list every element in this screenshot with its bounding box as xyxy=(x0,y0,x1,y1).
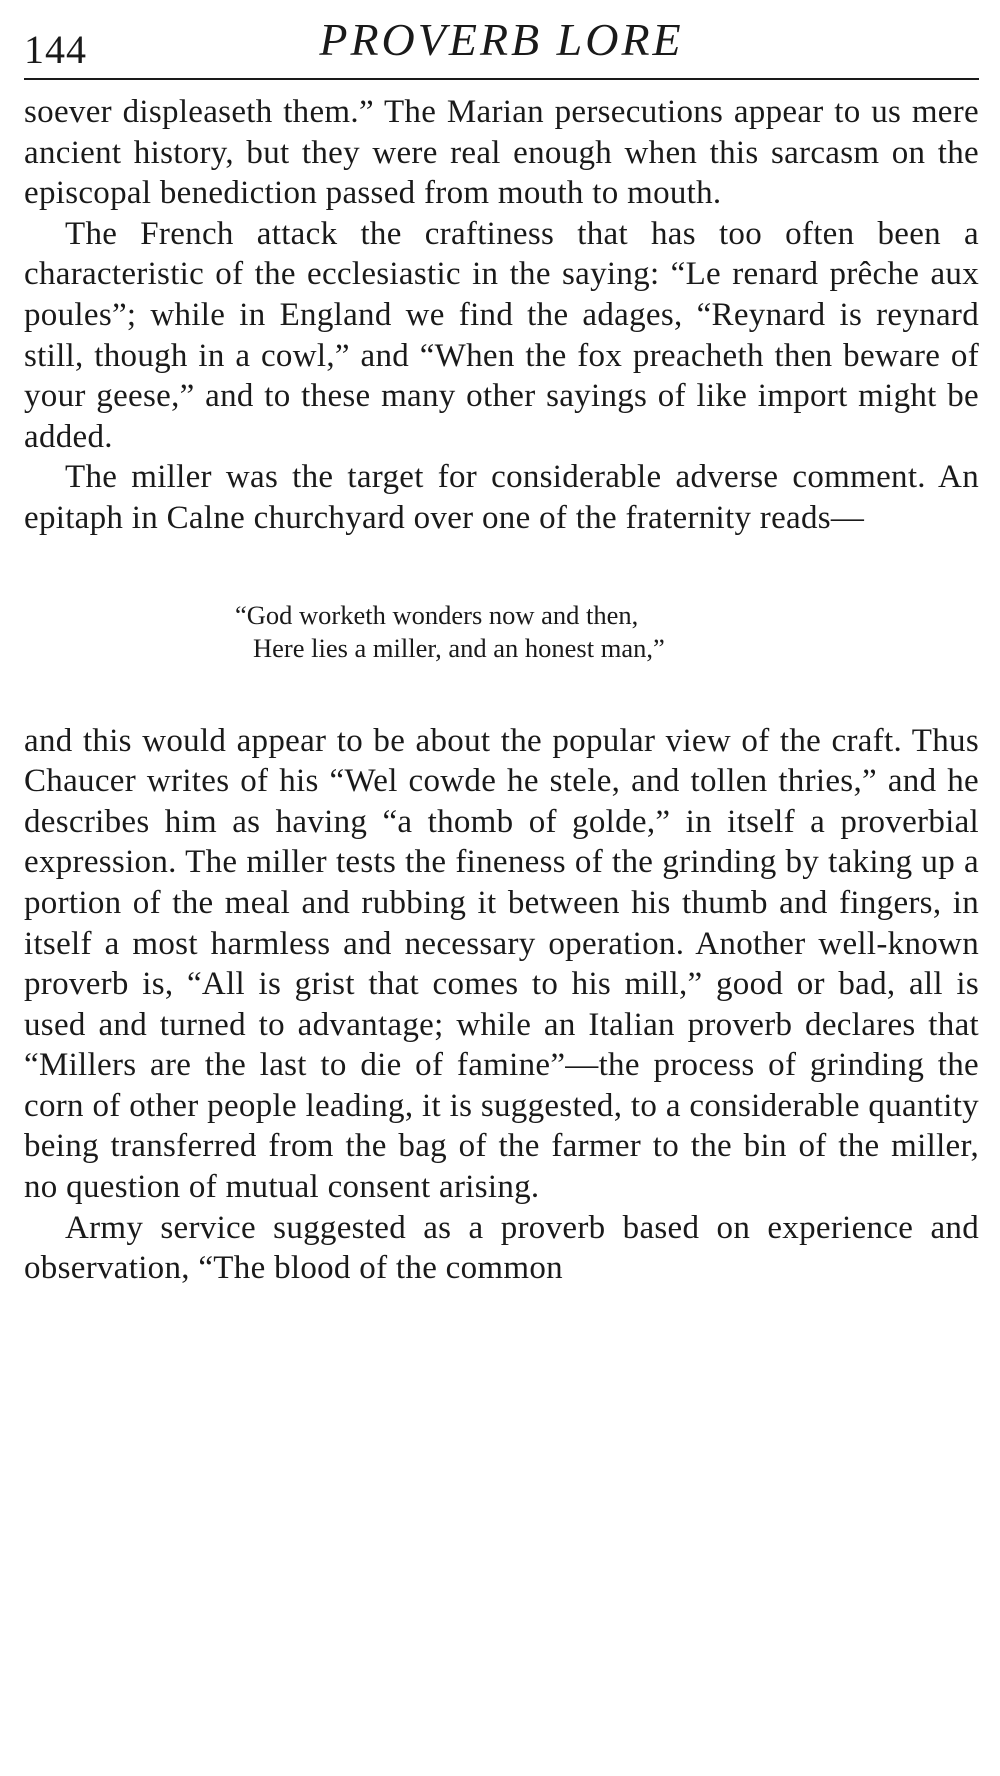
page-body xyxy=(24,92,979,1289)
paragraph-french-saying: The French attack the craftiness that has too often been a characteristic of the ecclesiastic in the saying: “Le renard prêche aux poules”; while in England we find the adages, “Reynard is reynard still, though in a cowl,” and “When the fox preacheth then beware of your geese,” and to these many other sayings of like import might be added. xyxy=(24,215,979,455)
paragraph-miller: The miller was the target for considerable adverse comment. An epitaph in Calne churchyard over one of the fraternity reads— xyxy=(24,459,979,536)
page-number: 144 xyxy=(24,27,87,72)
paragraph-chaucer: and this would appear to be about the popular view of the craft. Thus Chaucer writes of his “Wel cowde he stele, and tollen thries,” and he describes him as having “a thomb of golde,” in itself a proverbial expression. The miller tests the fineness of the grinding by taking up a portion of the meal and rubbing it between his thumb and fingers, in itself a most harmless and necessary operation. Another well-known proverb is, “All is grist that comes to his mill,” good or bad, all is used and turned to advantage; while an Italian proverb declares that “Millers are the last to die of famine”—the process of grinding the corn of other people leading, it is suggested, to a considerable quantity being transferred from the bag of the farmer to the bin of the miller, no question of mutual consent arising. xyxy=(24,722,979,1206)
paragraph-army-service: Army service suggested as a proverb based on experience and observation, “The blood of the common xyxy=(24,1209,979,1287)
paragraph-continuation: soever displeaseth them.” The Marian persecutions appear to us mere ancient history, but they were real enough when this sarcasm on the episcopal benediction passed from mouth to mouth. xyxy=(24,94,979,212)
running-title: PROVERB LORE xyxy=(319,14,684,65)
epitaph-quote xyxy=(24,599,979,665)
epitaph-line-1: “God worketh wonders now and then, xyxy=(235,599,639,630)
header-rule xyxy=(24,78,979,80)
page-header xyxy=(24,0,979,80)
book-page xyxy=(24,0,979,1776)
epitaph-line-2: Here lies a miller, and an honest man,” xyxy=(253,632,665,663)
